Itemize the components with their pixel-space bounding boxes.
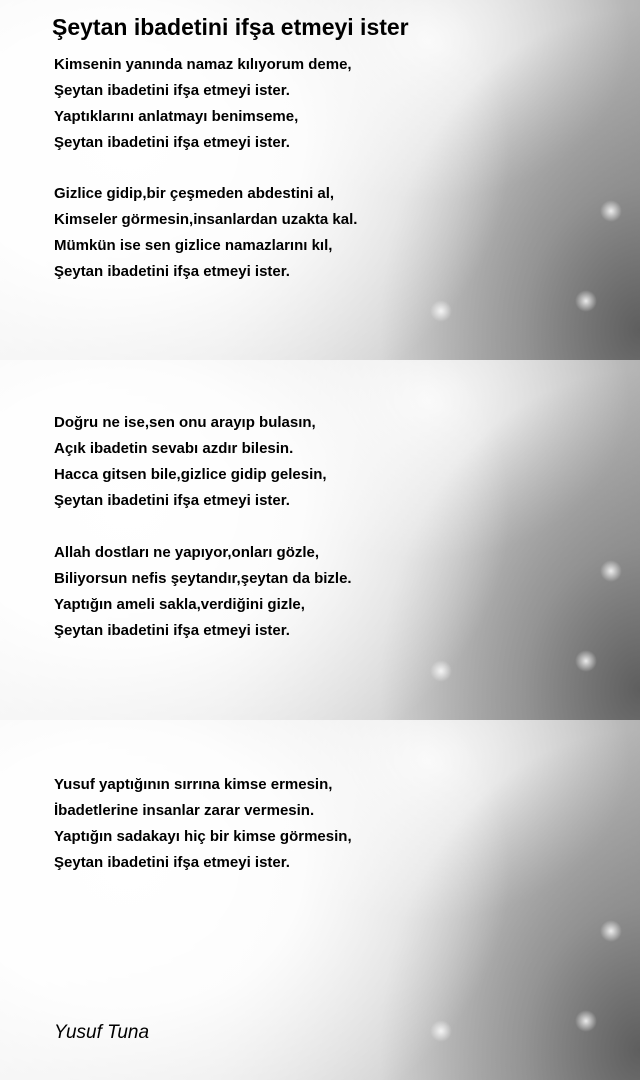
poem-line: Şeytan ibadetini ifşa etmeyi ister. [54,622,290,639]
poem-line: Mümkün ise sen gizlice namazlarını kıl, [54,237,333,254]
poem-line: Yaptığın sadakayı hiç bir kimse görmesin, [54,828,352,845]
sparkle-decoration [600,920,622,942]
sparkle-decoration [430,1020,452,1042]
poem-line: Açık ibadetin sevabı azdır bilesin. [54,440,294,457]
poem-line: Yaptıklarını anlatmayı benimseme, [54,108,299,125]
sparkle-decoration [430,300,452,322]
poem-line: Kimsenin yanında namaz kılıyorum deme, [54,56,352,73]
sparkle-decoration [575,290,597,312]
stanza [54,52,352,156]
stanza [54,181,357,285]
poem-line: Allah dostları ne yapıyor,onları gözle, [54,544,320,561]
poem-title: Şeytan ibadetini ifşa etmeyi ister [52,14,409,40]
poem-author: Yusuf Tuna [54,1022,150,1043]
poem-line: İbadetlerine insanlar zarar vermesin. [54,802,315,819]
poem-panel-3 [0,720,640,1080]
poem-line: Gizlice gidip,bir çeşmeden abdestini al, [54,185,335,202]
poem-line: Şeytan ibadetini ifşa etmeyi ister. [54,263,290,280]
sparkle-decoration [600,560,622,582]
sparkle-decoration [600,200,622,222]
poem-line: Kimseler görmesin,insanlardan uzakta kal. [54,211,358,228]
poem-line: Şeytan ibadetini ifşa etmeyi ister. [54,492,290,509]
poem-line: Hacca gitsen bile,gizlice gidip gelesin, [54,466,327,483]
poem-panel-2 [0,360,640,720]
poem-line: Şeytan ibadetini ifşa etmeyi ister. [54,134,290,151]
stanza [54,540,352,644]
stanza [54,410,327,514]
poem-line: Yaptığın ameli sakla,verdiğini gizle, [54,596,305,613]
poem-panel-1 [0,0,640,360]
poem-line: Yusuf yaptığının sırrına kimse ermesin, [54,776,333,793]
poem-line: Şeytan ibadetini ifşa etmeyi ister. [54,82,290,99]
sparkle-decoration [575,1010,597,1032]
poem-line: Doğru ne ise,sen onu arayıp bulasın, [54,414,316,431]
poem-line: Biliyorsun nefis şeytandır,şeytan da bizle. [54,570,352,587]
stanza [54,772,352,876]
poem-line: Şeytan ibadetini ifşa etmeyi ister. [54,854,290,871]
sparkle-decoration [430,660,452,682]
sparkle-decoration [575,650,597,672]
